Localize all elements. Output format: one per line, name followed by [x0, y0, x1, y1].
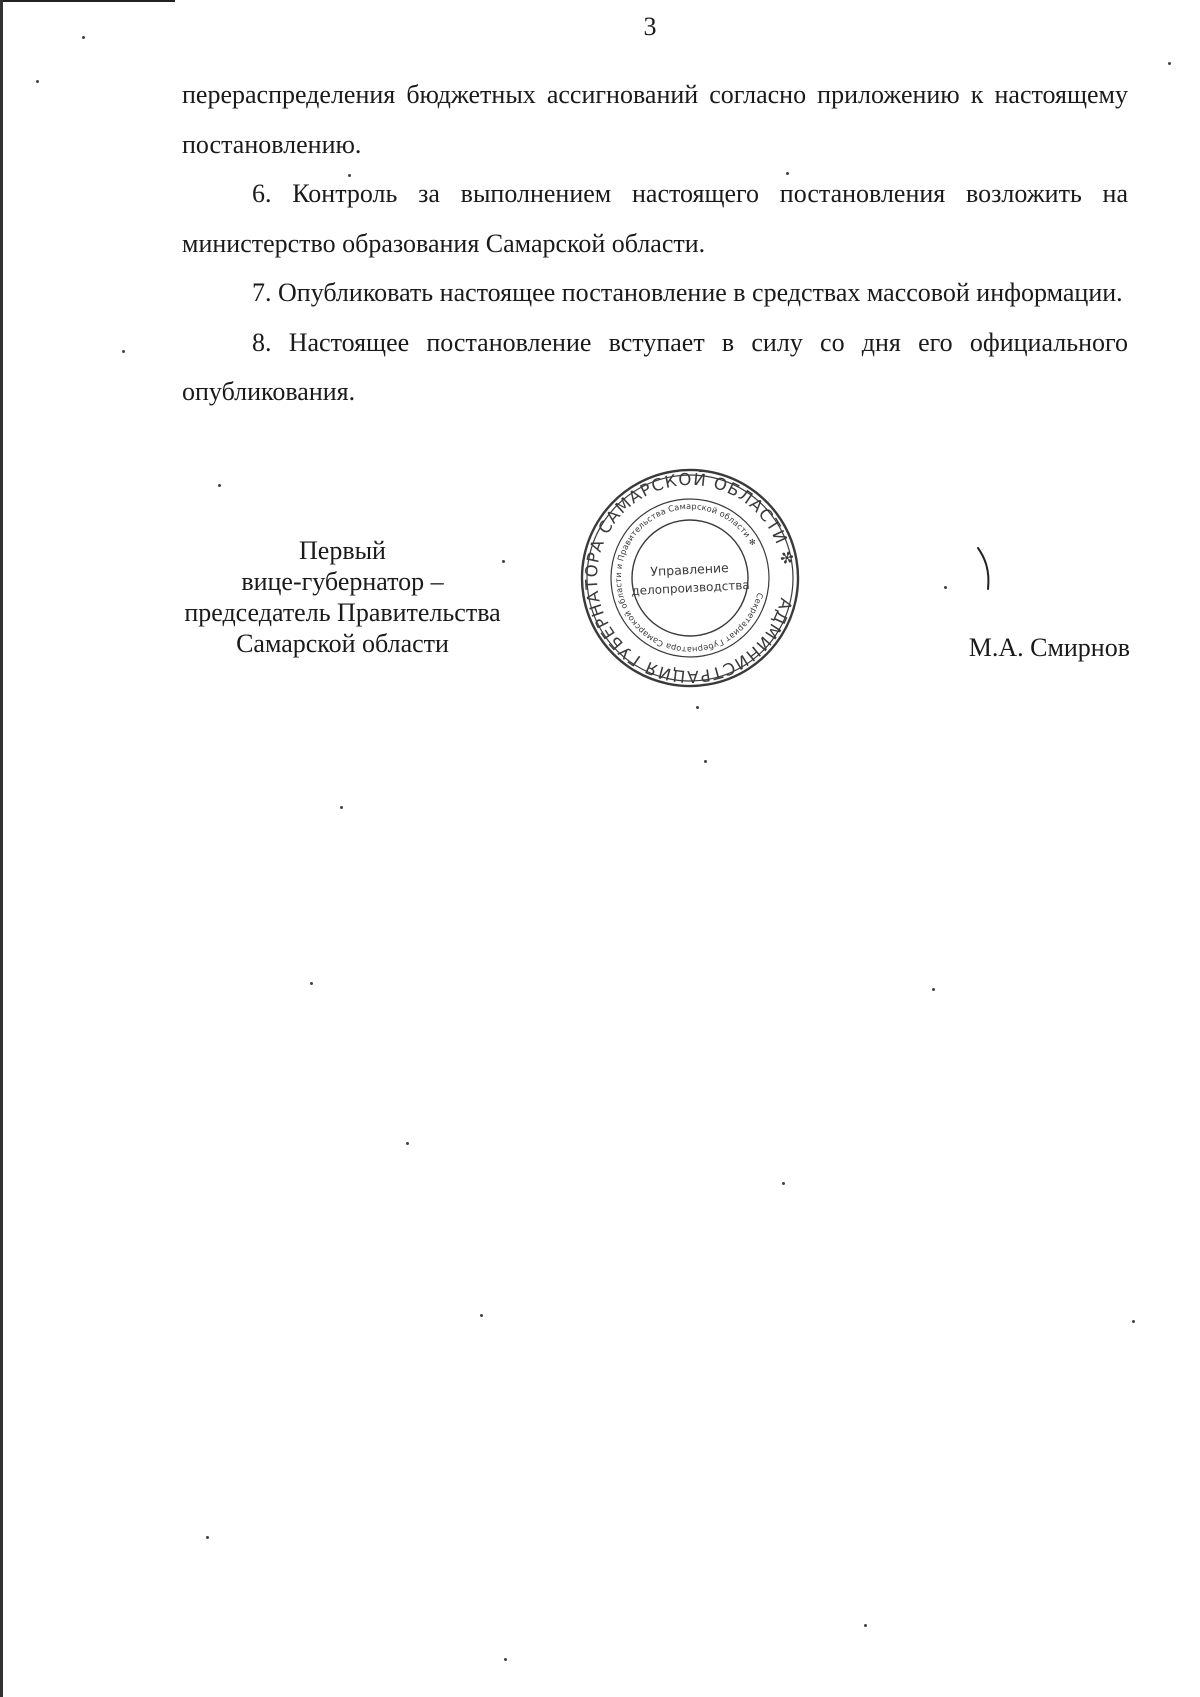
paragraph-6: 6. Контроль за выполнением настоящего постановления возложить на министерство образования Самарской области. [182, 179, 1128, 258]
scan-speck [944, 586, 947, 589]
scan-speck [786, 172, 789, 175]
signatory-name: М.А. Смирнов [968, 633, 1130, 662]
paragraph-8: 8. Настоящее постановление вступает в силу со дня его официального опубликования. [182, 327, 1128, 406]
scan-speck [340, 806, 343, 809]
signatory-position-line: вице-губернатор – [241, 567, 444, 596]
page-number: 3 [643, 12, 657, 41]
scan-edge-left [0, 0, 3, 1697]
scan-speck [1168, 62, 1171, 65]
signatory-position [150, 535, 535, 659]
scan-edge-top [0, 0, 175, 2]
signatory-position-line: председатель Правительства [184, 598, 501, 627]
scan-speck [206, 1536, 209, 1539]
scan-speck [218, 484, 221, 487]
scan-speck [82, 36, 85, 39]
scan-speck [502, 560, 505, 563]
scan-speck [932, 988, 935, 991]
scan-speck [348, 174, 351, 177]
scan-speck [504, 1658, 507, 1661]
official-seal-stamp [578, 466, 802, 690]
scan-speck [1132, 1320, 1135, 1323]
stamp-center-line: делопроизводства [631, 577, 751, 599]
stamp-inner-ring-text: Секретариат Губернатора Самарской области и Правительства Самарской области ✻ [612, 500, 766, 656]
scan-speck [782, 1182, 785, 1185]
scan-speck [480, 1314, 483, 1317]
scan-speck [36, 80, 39, 83]
scan-speck [704, 760, 707, 763]
scan-speck [406, 1142, 409, 1145]
paragraph-5-continued: перераспределения бюджетных ассигнований согласно приложению к настоящему постановлению. [182, 80, 1128, 159]
scan-speck [696, 706, 699, 709]
paragraph-7: 7. Опубликовать настоящее постановление в средствах массовой информации. [252, 278, 1123, 307]
scan-speck [122, 350, 125, 353]
scan-speck [310, 982, 313, 985]
scan-speck [864, 1624, 867, 1627]
stamp-center-line: Управление [650, 559, 730, 580]
stamp-outer-ring-text: АДМИНИСТРАЦИЯ ГУБЕРНАТОРА САМАРСКОЙ ОБЛАСТИ ✻ [581, 469, 798, 687]
body-text [182, 70, 1128, 417]
signature-stroke [975, 546, 995, 591]
signatory-position-line: Первый [299, 536, 386, 565]
signatory-position-line: Самарской области [236, 629, 449, 658]
